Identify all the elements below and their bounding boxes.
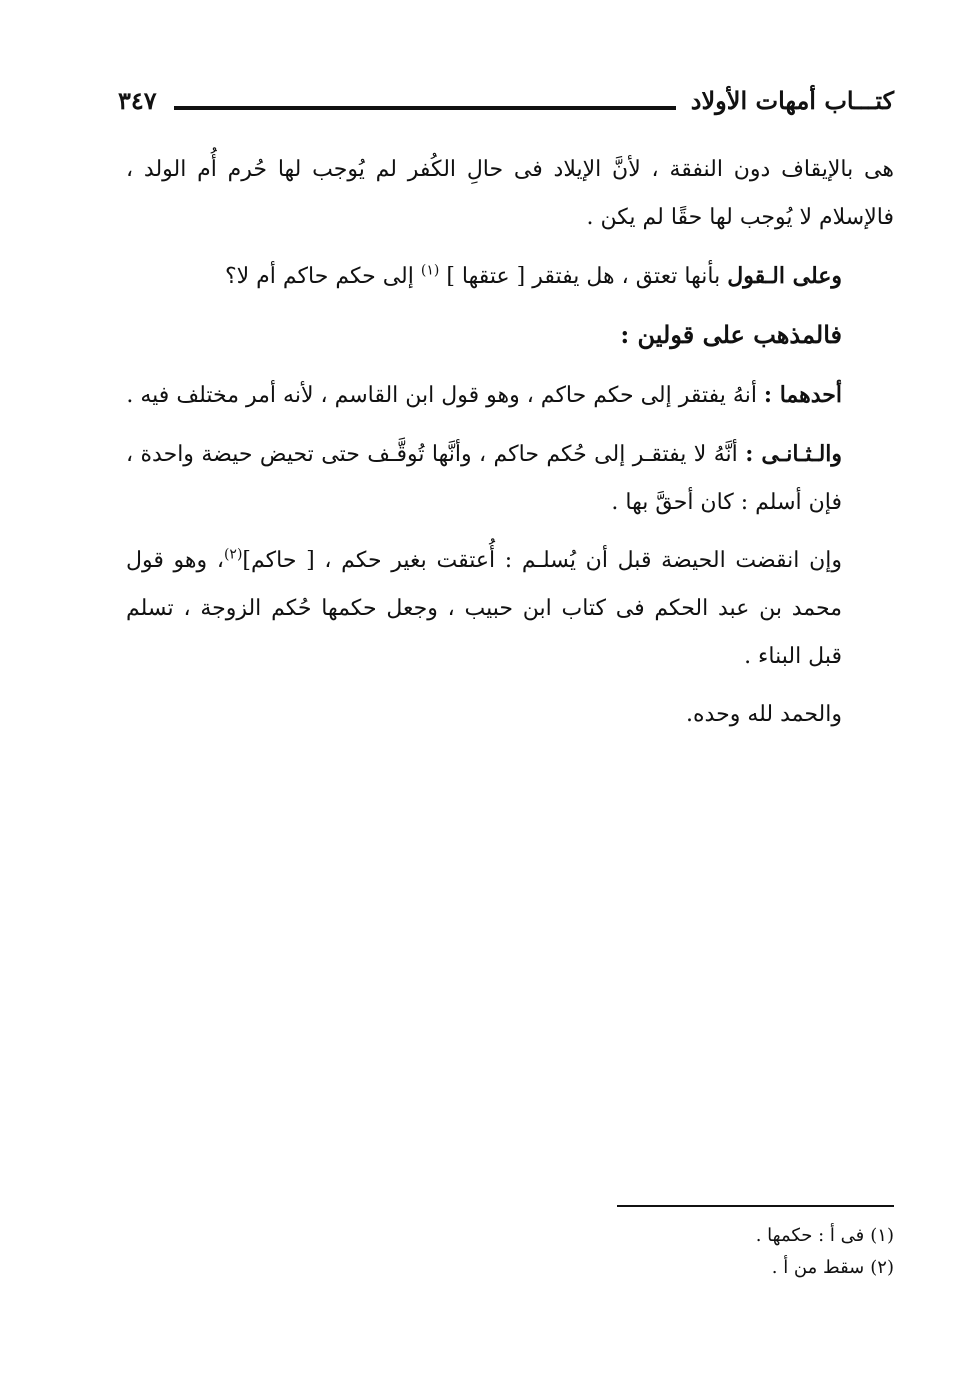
footnote-2 bbox=[560, 1252, 894, 1284]
footnote-text: سقط من أ . bbox=[771, 1257, 865, 1278]
page-header bbox=[118, 84, 894, 124]
paragraph-text: ، وهو قول محمد بن عبد الحكم فى كتاب ابن حبيب ، وجعل حكمها حُكم الزوجة ، تسلم قبل البناء . bbox=[126, 548, 842, 669]
paragraph-6 bbox=[126, 537, 894, 681]
footnote-1 bbox=[560, 1220, 894, 1252]
footnote-marker-2: (٢) bbox=[223, 546, 243, 563]
paragraph-second-opinion bbox=[126, 430, 894, 527]
footnote-marker-1: (١) bbox=[420, 262, 440, 279]
footnote-separator bbox=[617, 1205, 894, 1207]
paragraph-lead: والـثـانـى : bbox=[745, 441, 843, 467]
footnotes bbox=[560, 1220, 894, 1284]
footnote-text: فى أ : حكمها . bbox=[755, 1225, 865, 1246]
paragraph-lead: أحدهما : bbox=[763, 382, 842, 408]
closing-line: والحمد لله وحده. bbox=[686, 702, 842, 727]
header-rule bbox=[174, 106, 676, 110]
paragraph-text: أنهُ يفتقر إلى حكم حاكم ، وهو قول ابن القاسم ، لأنه أمر مختلف فيه . bbox=[126, 383, 764, 408]
paragraph-text: أنَّهُ لا يفتقـر إلى حُكم حاكم ، وأنَّها تُوقَّـف حتى تحيض حيضة واحدة ، فإن أسلم : كان أحقَّ بها . bbox=[126, 442, 842, 515]
paragraph-text: بأنها تعتق ، هل يفتقر [ عتقها ] bbox=[439, 264, 728, 289]
paragraph-1 bbox=[126, 146, 894, 242]
section-heading bbox=[126, 311, 894, 361]
paragraph-2 bbox=[126, 252, 894, 301]
footnote-number: (٢) bbox=[870, 1257, 894, 1278]
page-number: ٣٤٧ bbox=[118, 86, 157, 115]
heading-text: فالمذهب على قولين : bbox=[620, 320, 842, 349]
paragraph-lead: وعلى الـقول bbox=[727, 263, 842, 289]
paragraph-first-opinion bbox=[126, 371, 894, 420]
main-text bbox=[126, 146, 894, 749]
paragraph-text: هى بالإيقاف دون النفقة ، لأنَّ الإيلاد فى حالِ الكُفر لم يُوجب لها حُرم أُم الولد ، فالإسلام لا يُوجب لها حقًا لم يكن . bbox=[126, 157, 894, 230]
paragraph-text: إلى حكم حاكم أم لا؟ bbox=[224, 264, 421, 289]
footnote-number: (١) bbox=[870, 1225, 894, 1246]
paragraph-text: وإن انقضت الحيضة قبل أن يُسلـم : أُعتقت بغير حكم ، [ حاكم] bbox=[242, 548, 843, 573]
book-title: كتـــاب أمهات الأولاد bbox=[690, 86, 894, 115]
